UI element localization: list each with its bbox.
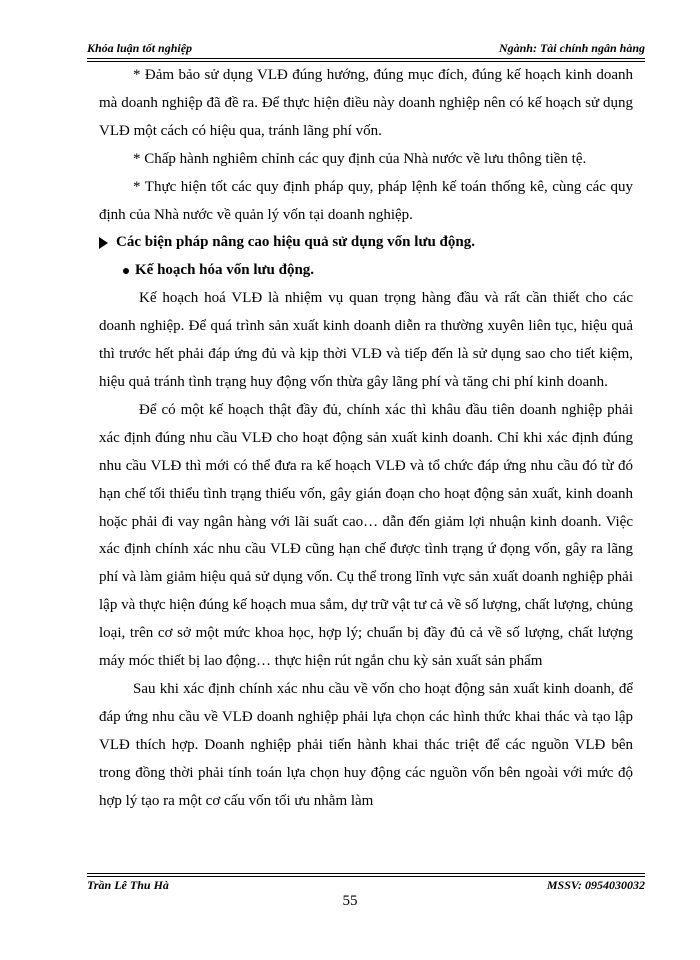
body-content <box>99 62 633 815</box>
footer-rule-double <box>87 876 645 877</box>
paragraph-6: Sau khi xác định chính xác nhu cầu về vốn cho hoạt động sản xuất kinh doanh, để đáp ứng nhu cầu về VLĐ doanh nghiệp phải lựa chọn các hình thức khai thác và tạo lập VLĐ thích hợp. Doanh nghiệp phải tiến hành khai thác triệt để các nguồn VLĐ bên trong đồng thời phải tính toán lựa chọn huy động các nguồn vốn bên ngoài với mức độ hợp lý tạo ra một cơ cấu vốn tối ưu nhằm làm <box>99 680 633 809</box>
footer-rule <box>87 873 645 874</box>
page-number: 55 <box>342 893 358 909</box>
paragraph-5: Để có một kế hoạch thật đầy đủ, chính xác thì khâu đầu tiên doanh nghiệp phải xác định đúng nhu cầu VLĐ cho hoạt động sản xuất kinh doanh. Chỉ khi xác định đúng nhu cầu VLĐ thì mới có thể đưa ra kế hoạch VLĐ và tổ chức đáp ứng nhu cầu đó từ đó hạn chế tối thiểu tình trạng thiếu vốn, gây gián đoạn cho hoạt động sản xuất, kinh doanh hoặc phải đi vay ngân hàng với lãi suất cao… dẫn đến giảm lợi nhuận kinh doanh. Việc xác định chính xác nhu cầu VLĐ cũng hạn chế được tình trạng ứ đọng vốn, gây ra lãng phí và làm giảm hiệu quả sử dụng vốn. Cụ thể trong lĩnh vực sản xuất doanh nghiệp phải lập và thực hiện đúng kế hoạch mua sắm, dự trữ vật tư cả về số lượng, chất lượng, chủng loại, trên cơ sở một mức khoa học, hợp lý; chuẩn bị đầy đủ cả về số lượng, chất lượng máy móc thiết bị lao động… thực hiện rút ngắn chu kỳ sản xuất sản phẩm <box>99 401 633 670</box>
footer-student-id: MSSV: 0954030032 <box>546 878 645 892</box>
paragraph-1: * Đảm bảo sử dụng VLĐ đúng hướng, đúng mục đích, đúng kế hoạch kinh doanh mà doanh nghiệp đã đề ra. Để thực hiện điều này doanh nghiệp nên có kế hoạch sử dụng VLĐ một cách có hiệu qua, tránh lãng phí vốn. <box>99 67 633 139</box>
header-rule <box>87 58 645 59</box>
header-left-text: Khóa luận tốt nghiệp <box>87 41 193 55</box>
subsection-heading <box>99 257 633 285</box>
section-heading <box>99 229 633 257</box>
subsection-heading-text: Kế hoạch hóa vốn lưu động. <box>135 262 315 279</box>
header-right-text: Ngành: Tài chính ngân hàng <box>498 41 645 55</box>
page-footer <box>87 878 645 893</box>
footer-author: Trần Lê Thu Hà <box>87 878 169 892</box>
page-header <box>87 41 645 56</box>
arrow-bullet-icon <box>99 237 108 249</box>
paragraph-4: Kế hoạch hoá VLĐ là nhiệm vụ quan trọng hàng đầu và rất cần thiết cho các doanh nghiệp. Để quá trình sản xuất kinh doanh diễn ra thường xuyên liên tục, hiệu quả thì trước hết phải đáp ứng đủ và kịp thời VLĐ và tiếp đến là sử dụng sao cho tiết kiệm, hiệu quả tránh tình trạng huy động vốn thừa gây lãng phí và tăng chi phí kinh doanh. <box>99 290 633 390</box>
dot-bullet-icon <box>123 268 129 274</box>
paragraph-3: * Thực hiện tốt các quy định pháp quy, pháp lệnh kế toán thống kê, cùng các quy định của Nhà nước về quản lý vốn tại doanh nghiệp. <box>99 178 633 223</box>
paragraph-2: * Chấp hành nghiêm chỉnh các quy định của Nhà nước về lưu thông tiền tệ. <box>133 150 587 167</box>
section-heading-text: Các biện pháp nâng cao hiệu quả sử dụng vốn lưu động. <box>116 234 475 251</box>
